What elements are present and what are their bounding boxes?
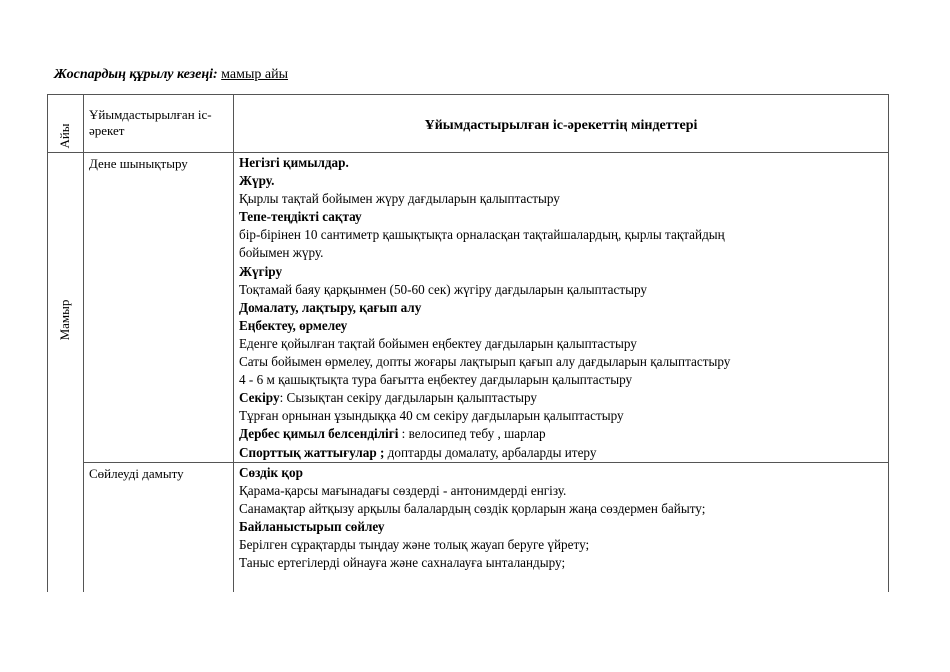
row-divider	[83, 462, 889, 463]
table-left-border	[47, 94, 48, 592]
header-tasks: Ұйымдастырылған іс-әрекеттің міндеттері	[424, 118, 698, 133]
task-line: Тұрған орнынан ұзындыққа 40 см секіру дағдыларын қалыптастыру	[239, 408, 624, 424]
column-divider-month	[83, 94, 84, 592]
task-line: бір-бірінен 10 сантиметр қашықтықта орналасқан тақтайшалардың, қырлы тақтайдың	[239, 227, 725, 243]
task-line	[239, 444, 884, 462]
task-line: Жүру.	[239, 173, 275, 189]
plan-heading-value: мамыр айы	[221, 67, 289, 82]
table-top-border	[47, 94, 889, 95]
task-line-bold: Дербес қимыл белсенділігі	[239, 426, 399, 442]
tasks-speech-development	[239, 464, 884, 573]
task-line: Тепе-теңдікті сақтау	[239, 209, 362, 225]
task-line: Негізгі қимылдар.	[239, 155, 349, 170]
task-line: Қырлы тақтай бойымен жүру дағдыларын қалыптастыру	[239, 191, 560, 207]
task-line: Берілген сұрақтарды тыңдау және толық жауап беруге үйрету;	[239, 537, 590, 553]
plan-heading-label: Жоспардың құрылу кезеңі:	[54, 67, 218, 82]
task-line: Байланыстырып сөйлеу	[239, 519, 385, 535]
task-line-bold: Секіру	[239, 390, 280, 406]
header-bottom-border	[47, 152, 889, 153]
task-line	[239, 425, 884, 443]
task-line: Саты бойымен өрмелеу, допты жоғары лақтырып қағып алу дағдыларын қалыптастыру	[239, 354, 731, 370]
task-line: Қарама-қарсы мағынадағы сөздерді - антонимдерді енгізу.	[239, 483, 567, 499]
header-month: Айы	[57, 123, 72, 149]
task-line: Сөздік қор	[239, 465, 303, 480]
task-line: 4 - 6 м қашықтықта тура бағытта еңбектеу дағдыларын қалыптастыру	[239, 372, 633, 388]
task-line: Тоқтамай баяу қарқынмен (50-60 сек) жүгіру дағдыларын қалыптастыру	[239, 281, 647, 297]
task-line: Таныс ертегілерді ойнауға және сахналауға ынталандыру;	[239, 555, 566, 571]
header-activity: Ұйымдастырылған іс-әрекет	[89, 107, 212, 138]
task-line: бойымен жүру.	[239, 245, 324, 261]
activity-speech-development: Сөйлеуді дамыту	[89, 466, 184, 481]
task-line: Еңбектеу, өрмелеу	[239, 317, 348, 333]
task-line	[239, 389, 884, 407]
task-line: Санамақтар айтқызу арқылы балалардың сөздік қорларын жаңа сөздермен байыту;	[239, 501, 706, 517]
task-line-rest: : Сызықтан секіру дағдыларын қалыптастыру	[279, 390, 537, 406]
task-line-rest: доптарды домалату, арбаларды итеру	[384, 444, 597, 460]
task-line: Домалату, лақтыру, қағып алу	[239, 299, 422, 315]
column-divider-activity	[233, 94, 234, 592]
task-line: Еденге қойылған тақтай бойымен еңбектеу дағдыларын қалыптастыру	[239, 335, 637, 351]
tasks-physical-education	[239, 154, 884, 462]
task-line-rest: : велосипед тебу , шарлар	[398, 426, 546, 442]
month-label: Мамыр	[57, 299, 72, 341]
activity-physical-education: Дене шынықтыру	[89, 156, 188, 171]
task-line-bold: Спорттық жаттығулар ;	[239, 444, 385, 460]
task-line: Жүгіру	[239, 263, 283, 279]
plan-heading	[54, 66, 288, 84]
table-right-border	[888, 94, 889, 592]
